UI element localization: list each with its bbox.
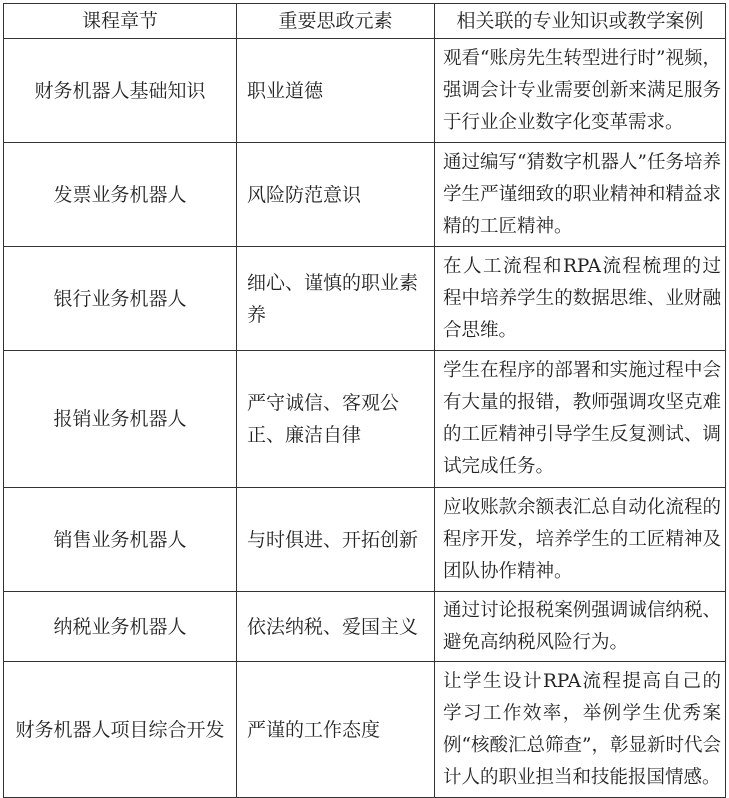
cell-related-case: 在人工流程和RPA流程梳理的过程中培养学生的数据思维、业财融合思维。 — [435, 247, 726, 351]
cell-related-case: 学生在程序的部署和实施过程中会有大量的报错，教师强调攻坚克难的工匠精神引导学生反复测试、调试完成任务。 — [435, 351, 726, 488]
table-row — [4, 662, 726, 798]
cell-ideology-element: 严守诚信、客观公正、廉洁自律 — [237, 351, 435, 488]
cell-chapter: 银行业务机器人 — [4, 247, 237, 351]
cell-chapter: 发票业务机器人 — [4, 143, 237, 247]
curriculum-ideology-table — [3, 3, 726, 798]
table-row — [4, 143, 726, 247]
cell-ideology-element: 依法纳税、爱国主义 — [237, 592, 435, 662]
cell-ideology-element: 严谨的工作态度 — [237, 662, 435, 798]
table-row — [4, 39, 726, 143]
cell-ideology-element: 风险防范意识 — [237, 143, 435, 247]
cell-related-case: 让学生设计RPA流程提高自己的学习工作效率，举例学生优秀案例“核酸汇总筛查”，彰显新时代会计人的职业担当和技能报国情感。 — [435, 662, 726, 798]
table-row — [4, 247, 726, 351]
cell-chapter: 财务机器人项目综合开发 — [4, 662, 237, 798]
header-ideology-element: 重要思政元素 — [237, 4, 435, 39]
cell-chapter: 销售业务机器人 — [4, 488, 237, 592]
cell-ideology-element: 与时俱进、开拓创新 — [237, 488, 435, 592]
cell-ideology-element: 细心、谨慎的职业素养 — [237, 247, 435, 351]
cell-related-case: 观看“账房先生转型进行时”视频，强调会计专业需要创新来满足服务于行业企业数字化变革需求。 — [435, 39, 726, 143]
cell-chapter: 纳税业务机器人 — [4, 592, 237, 662]
header-related-case: 相关联的专业知识或教学案例 — [435, 4, 726, 39]
cell-ideology-element: 职业道德 — [237, 39, 435, 143]
cell-chapter: 财务机器人基础知识 — [4, 39, 237, 143]
table-body — [4, 39, 726, 798]
cell-related-case: 应收账款余额表汇总自动化流程的程序开发，培养学生的工匠精神及团队协作精神。 — [435, 488, 726, 592]
table-row — [4, 592, 726, 662]
header-row — [4, 4, 726, 39]
cell-related-case: 通过编写“猜数字机器人”任务培养学生严谨细致的职业精神和精益求精的工匠精神。 — [435, 143, 726, 247]
table-row — [4, 351, 726, 488]
table-row — [4, 488, 726, 592]
cell-chapter: 报销业务机器人 — [4, 351, 237, 488]
cell-related-case: 通过讨论报税案例强调诚信纳税、避免高纳税风险行为。 — [435, 592, 726, 662]
table-header — [4, 4, 726, 39]
header-chapter: 课程章节 — [4, 4, 237, 39]
